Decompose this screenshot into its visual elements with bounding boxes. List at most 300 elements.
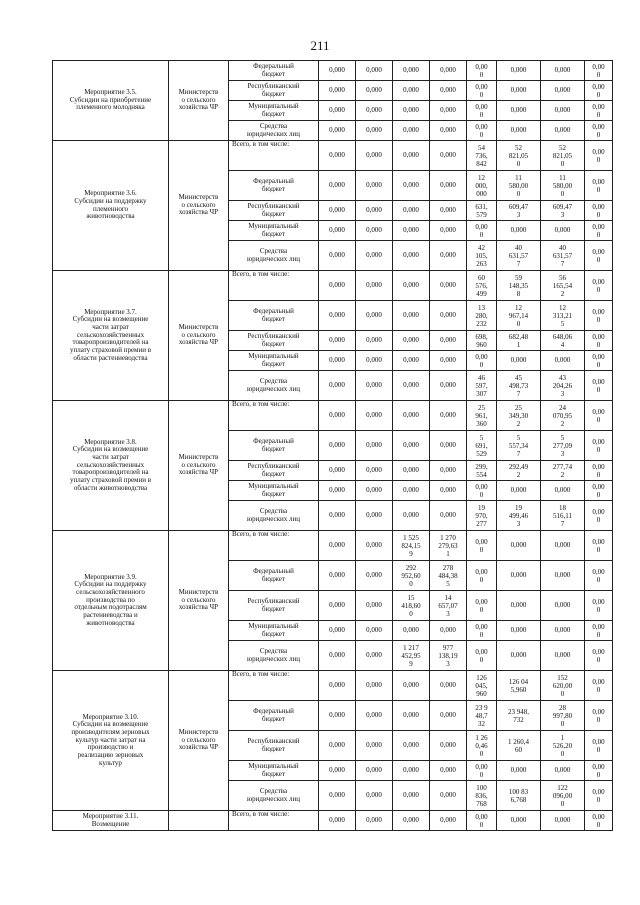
value-cell	[585, 351, 613, 371]
table-body	[53, 61, 613, 831]
text-line: 0	[479, 605, 484, 614]
text-line: Мероприятие 3.5.	[84, 87, 137, 96]
text-line: 0	[479, 110, 484, 119]
value-cell	[497, 731, 541, 761]
text-line: 0,000	[440, 711, 456, 719]
text-line: 0	[596, 445, 601, 454]
funding-source-cell	[229, 621, 319, 641]
value-cell	[430, 701, 467, 731]
value-cell	[356, 731, 393, 761]
funding-source-cell	[229, 561, 319, 591]
text-line: 0,000	[510, 816, 527, 824]
text-line: 0,000	[329, 441, 345, 449]
text-line: юридических лиц	[246, 794, 301, 803]
value-cell	[467, 121, 497, 141]
text-line: 0,000	[554, 541, 571, 549]
text-line: 0,000	[440, 486, 456, 494]
text-line: 0,000	[403, 411, 419, 419]
value-cell	[319, 301, 356, 331]
text-line: 0,000	[366, 206, 382, 214]
text-line: 0,000	[366, 766, 382, 774]
text-line: 25	[515, 403, 522, 412]
text-line: Средства	[259, 646, 288, 655]
value-cell	[467, 301, 497, 331]
text-line: 0,000	[554, 626, 571, 634]
text-line: 0,000	[510, 226, 527, 234]
text-line: 631,57	[508, 251, 529, 260]
executor-cell	[169, 271, 229, 401]
text-line: 12	[515, 303, 522, 312]
text-line: 499,46	[508, 511, 529, 520]
text-line: 360	[476, 419, 487, 428]
text-line: 0	[479, 545, 484, 554]
text-line: 0,00	[592, 407, 605, 416]
text-line: 0,00	[475, 567, 488, 576]
text-line: 0,00	[592, 202, 605, 211]
text-line: 0	[596, 795, 601, 804]
value-cell	[585, 641, 613, 671]
value-cell	[319, 781, 356, 811]
text-line: 631,	[475, 202, 488, 211]
text-line: 12	[478, 173, 485, 182]
text-line: 0,000	[329, 181, 345, 189]
value-cell	[393, 241, 430, 271]
text-line: 0,000	[403, 151, 419, 159]
text-line: 0,00	[475, 537, 488, 546]
value-cell	[356, 761, 393, 781]
value-cell	[541, 461, 585, 481]
value-cell	[356, 141, 393, 171]
text-line: 1 525	[403, 533, 419, 542]
text-line: 0,000	[366, 411, 382, 419]
text-line: 580,00	[508, 181, 529, 190]
value-cell	[467, 431, 497, 461]
funding-source-cell	[229, 61, 319, 81]
text-line: 0	[596, 185, 601, 194]
text-line: 0,000	[366, 86, 382, 94]
text-line: Федеральный	[253, 566, 294, 575]
text-line: 0,000	[403, 281, 419, 289]
value-cell	[585, 501, 613, 531]
text-line: 18	[559, 503, 566, 512]
text-line: 0,000	[366, 126, 382, 134]
value-cell	[585, 731, 613, 761]
text-line: 11	[515, 173, 522, 182]
text-line: 0,000	[403, 251, 419, 259]
value-cell	[319, 731, 356, 761]
text-line: 0,000	[329, 601, 345, 609]
text-line: 597,	[475, 381, 488, 390]
value-cell	[393, 761, 430, 781]
value-cell	[319, 141, 356, 171]
value-cell	[393, 81, 430, 101]
value-cell	[497, 701, 541, 731]
text-line: 19	[515, 503, 522, 512]
value-cell	[393, 701, 430, 731]
text-line: 0,00	[475, 62, 488, 71]
text-line: 0,000	[403, 66, 419, 74]
text-line: 0	[560, 749, 565, 758]
text-line: 0,000	[554, 766, 571, 774]
text-line: бюджет	[262, 229, 285, 238]
value-cell	[497, 501, 541, 531]
value-cell	[319, 271, 356, 301]
text-line: Субсидии на поддержку	[74, 580, 147, 589]
text-line: 0	[596, 210, 601, 219]
text-line: 0,000	[329, 486, 345, 494]
text-line: Субсидии на поддержку	[74, 196, 147, 205]
value-cell	[319, 461, 356, 481]
text-line: 0,00	[592, 647, 605, 656]
text-line: 0,00	[592, 537, 605, 546]
text-line: 1	[516, 340, 521, 349]
value-cell	[430, 201, 467, 221]
value-cell	[467, 621, 497, 641]
text-line: 529	[476, 449, 487, 458]
total-label-cell	[229, 531, 319, 561]
text-line: 0,000	[329, 311, 345, 319]
text-line: о сельского	[181, 95, 216, 104]
value-cell	[393, 121, 430, 141]
text-line: хозяйства ЧР	[178, 603, 219, 612]
value-cell	[430, 481, 467, 501]
text-line: 961,	[475, 411, 488, 420]
value-cell	[585, 701, 613, 731]
value-cell	[585, 811, 613, 831]
value-cell	[319, 561, 356, 591]
text-line: 0,000	[366, 541, 382, 549]
value-cell	[430, 731, 467, 761]
text-line: Федеральный	[253, 706, 294, 715]
value-cell	[541, 811, 585, 831]
funding-source-cell	[229, 201, 319, 221]
value-cell	[356, 331, 393, 351]
value-cell	[356, 201, 393, 221]
text-line: 8	[516, 289, 521, 298]
value-cell	[497, 301, 541, 331]
value-cell	[585, 781, 613, 811]
text-line: 0,000	[329, 791, 345, 799]
text-line: Муниципальный	[248, 621, 299, 630]
text-line: 0,000	[554, 816, 571, 824]
total-label-cell	[229, 271, 319, 301]
text-line: 0	[596, 685, 601, 694]
value-cell	[393, 811, 430, 831]
text-line: 824,15	[401, 541, 421, 550]
text-line: 349,30	[508, 411, 529, 420]
value-cell	[393, 271, 430, 301]
text-line: 0,000	[440, 126, 456, 134]
text-line: 3	[516, 210, 521, 219]
text-line: животноводства	[86, 618, 135, 627]
text-line: 0,000	[329, 651, 345, 659]
value-cell	[541, 301, 585, 331]
text-line: 0	[409, 579, 413, 588]
value-cell	[541, 701, 585, 731]
text-line: 579	[476, 210, 487, 219]
text-line: 0,000	[329, 126, 345, 134]
text-line: бюджет	[262, 209, 285, 218]
value-cell	[319, 351, 356, 371]
text-line: бюджет	[262, 444, 285, 453]
value-cell	[585, 671, 613, 701]
value-cell	[319, 501, 356, 531]
value-cell	[393, 201, 430, 221]
text-line: 0	[596, 70, 601, 79]
text-line: 580,00	[552, 181, 573, 190]
value-cell	[585, 121, 613, 141]
value-cell	[319, 531, 356, 561]
value-cell	[467, 531, 497, 561]
text-line: 0,000	[329, 151, 345, 159]
text-line: юридических лиц	[246, 514, 301, 523]
value-cell	[467, 331, 497, 351]
text-line: 5,960	[510, 685, 527, 694]
text-line: бюджет	[262, 604, 285, 613]
text-line: 0,000	[366, 571, 382, 579]
text-line: 263	[476, 259, 487, 268]
value-cell	[356, 781, 393, 811]
text-line: 7	[560, 519, 565, 528]
text-line: 0	[596, 770, 601, 779]
text-line: 576,	[475, 281, 488, 290]
value-cell	[430, 431, 467, 461]
value-cell	[430, 81, 467, 101]
text-line: бюджет	[262, 69, 285, 78]
value-cell	[585, 561, 613, 591]
text-line: 0,00	[592, 147, 605, 156]
text-line: бюджет	[262, 359, 285, 368]
value-cell	[356, 271, 393, 301]
text-line: Республиканский	[247, 596, 300, 605]
value-cell	[356, 351, 393, 371]
value-cell	[393, 641, 430, 671]
value-cell	[467, 561, 497, 591]
table-row	[53, 401, 613, 431]
text-line: 0,000	[510, 486, 527, 494]
text-line: 7	[516, 259, 521, 268]
value-cell	[585, 301, 613, 331]
text-line: 5	[560, 319, 565, 328]
text-line: 768	[476, 799, 487, 808]
value-cell	[356, 101, 393, 121]
text-line: о сельского	[181, 330, 216, 339]
value-cell	[393, 401, 430, 431]
text-line: 0	[479, 749, 484, 758]
value-cell	[585, 101, 613, 121]
text-line: 0,000	[403, 206, 419, 214]
text-line: 0,000	[554, 571, 571, 579]
text-line: 313,21	[552, 311, 573, 320]
text-line: 0	[596, 605, 601, 614]
value-cell	[467, 241, 497, 271]
text-line: 0	[516, 189, 521, 198]
text-line: 0	[560, 799, 565, 808]
text-line: 821,05	[552, 151, 573, 160]
text-line: 0,00	[475, 352, 488, 361]
text-line: 0,00	[475, 762, 488, 771]
text-line: 6,768	[510, 795, 527, 804]
value-cell	[467, 461, 497, 481]
value-cell	[430, 171, 467, 201]
value-cell	[319, 671, 356, 701]
text-line: 620,00	[552, 681, 573, 690]
text-line: Министерств	[178, 727, 219, 736]
text-line: бюджет	[262, 714, 285, 723]
text-line: 3	[446, 659, 450, 668]
value-cell	[393, 61, 430, 81]
value-cell	[356, 641, 393, 671]
text-line: сельскохозяйственных	[76, 460, 145, 469]
text-line: Мероприятие 3.6.	[84, 189, 137, 198]
table-row	[53, 811, 613, 831]
funding-source-cell	[229, 431, 319, 461]
text-line: 0	[596, 490, 601, 499]
text-line: 23 9	[475, 703, 488, 712]
value-cell	[393, 221, 430, 241]
text-line: 0,00	[592, 62, 605, 71]
text-line: 0,000	[329, 466, 345, 474]
value-cell	[393, 481, 430, 501]
text-line: производство и	[87, 743, 134, 752]
text-line: 40	[515, 243, 522, 252]
text-line: Средства	[259, 246, 288, 255]
funding-source-cell	[229, 171, 319, 201]
value-cell	[497, 811, 541, 831]
executor-cell	[169, 61, 229, 141]
text-line: 0,000	[403, 791, 419, 799]
value-cell	[319, 121, 356, 141]
value-cell	[467, 221, 497, 241]
text-line: 0	[596, 820, 601, 829]
text-line: 045,	[475, 681, 488, 690]
funding-source-cell	[229, 331, 319, 351]
text-line: племенного молодняка	[76, 103, 145, 112]
value-cell	[467, 201, 497, 221]
event-name-cell	[53, 671, 169, 811]
text-line: о сельского	[181, 735, 216, 744]
text-line: 9	[409, 659, 413, 668]
value-cell	[497, 221, 541, 241]
value-cell	[467, 271, 497, 301]
value-cell	[497, 561, 541, 591]
funding-source-cell	[229, 101, 319, 121]
text-line: 11	[559, 173, 566, 182]
text-line: 0,000	[440, 766, 456, 774]
text-line: 0,00	[592, 307, 605, 316]
text-line: 0,00	[592, 377, 605, 386]
text-line: 0	[596, 515, 601, 524]
value-cell	[319, 811, 356, 831]
text-line: хозяйства ЧР	[178, 208, 219, 217]
text-line: 152	[557, 673, 568, 682]
text-line: 1 270	[440, 533, 456, 542]
value-cell	[430, 221, 467, 241]
value-cell	[497, 401, 541, 431]
text-line: 0	[596, 360, 601, 369]
value-cell	[393, 141, 430, 171]
value-cell	[541, 201, 585, 221]
text-line: 0,00	[592, 507, 605, 516]
text-line: 0,00	[592, 482, 605, 491]
text-line: 60	[515, 745, 522, 754]
value-cell	[430, 331, 467, 351]
value-cell	[393, 351, 430, 371]
text-line: 0,000	[403, 181, 419, 189]
text-line: 0	[516, 319, 521, 328]
executor-cell	[169, 531, 229, 671]
text-line: 997,80	[552, 711, 573, 720]
value-cell	[497, 241, 541, 271]
value-cell	[497, 171, 541, 201]
text-line: бюджет	[262, 769, 285, 778]
value-cell	[319, 621, 356, 641]
text-line: 557,34	[508, 441, 529, 450]
text-line: 0,000	[329, 571, 345, 579]
value-cell	[497, 371, 541, 401]
value-cell	[393, 371, 430, 401]
text-line: юридических лиц	[246, 384, 301, 393]
text-line: бюджет	[262, 469, 285, 478]
value-cell	[356, 701, 393, 731]
value-cell	[467, 811, 497, 831]
text-line: 0,000	[554, 126, 571, 134]
text-line: 0,000	[366, 181, 382, 189]
value-cell	[497, 351, 541, 371]
text-line: животноводства	[86, 212, 135, 221]
text-line: 59	[515, 273, 522, 282]
text-line: 0,000	[366, 281, 382, 289]
text-line: Республиканский	[247, 201, 300, 210]
text-line: 0	[479, 90, 484, 99]
text-line: 0,000	[329, 381, 345, 389]
text-line: 0,000	[403, 356, 419, 364]
text-line: 307	[476, 389, 487, 398]
text-line: 299,	[475, 462, 488, 471]
value-cell	[467, 401, 497, 431]
text-line: 0,000	[329, 681, 345, 689]
table-row	[53, 141, 613, 171]
text-line: 60	[478, 273, 485, 282]
text-line: 12	[559, 303, 566, 312]
text-line: 0,00	[592, 707, 605, 716]
text-line: Министерств	[178, 192, 219, 201]
value-cell	[356, 301, 393, 331]
value-cell	[585, 241, 613, 271]
value-cell	[541, 501, 585, 531]
value-cell	[393, 171, 430, 201]
text-line: уплату страховой премии в	[69, 476, 152, 485]
value-cell	[393, 591, 430, 621]
text-line: 4	[560, 340, 565, 349]
text-line: реализацию зерновых	[77, 751, 144, 760]
text-line: 105,	[475, 251, 488, 260]
text-line: 122	[557, 783, 568, 792]
text-line: 0,000	[440, 66, 456, 74]
text-line: 0,000	[366, 311, 382, 319]
funding-source-cell	[229, 701, 319, 731]
text-line: бюджет	[262, 89, 285, 98]
text-line: 52	[559, 143, 566, 152]
value-cell	[430, 301, 467, 331]
value-cell	[497, 101, 541, 121]
value-cell	[541, 591, 585, 621]
value-cell	[467, 641, 497, 671]
text-line: 0	[596, 470, 601, 479]
table-row	[53, 671, 613, 701]
text-line: 698,	[475, 332, 488, 341]
text-line: 0,000	[510, 86, 527, 94]
